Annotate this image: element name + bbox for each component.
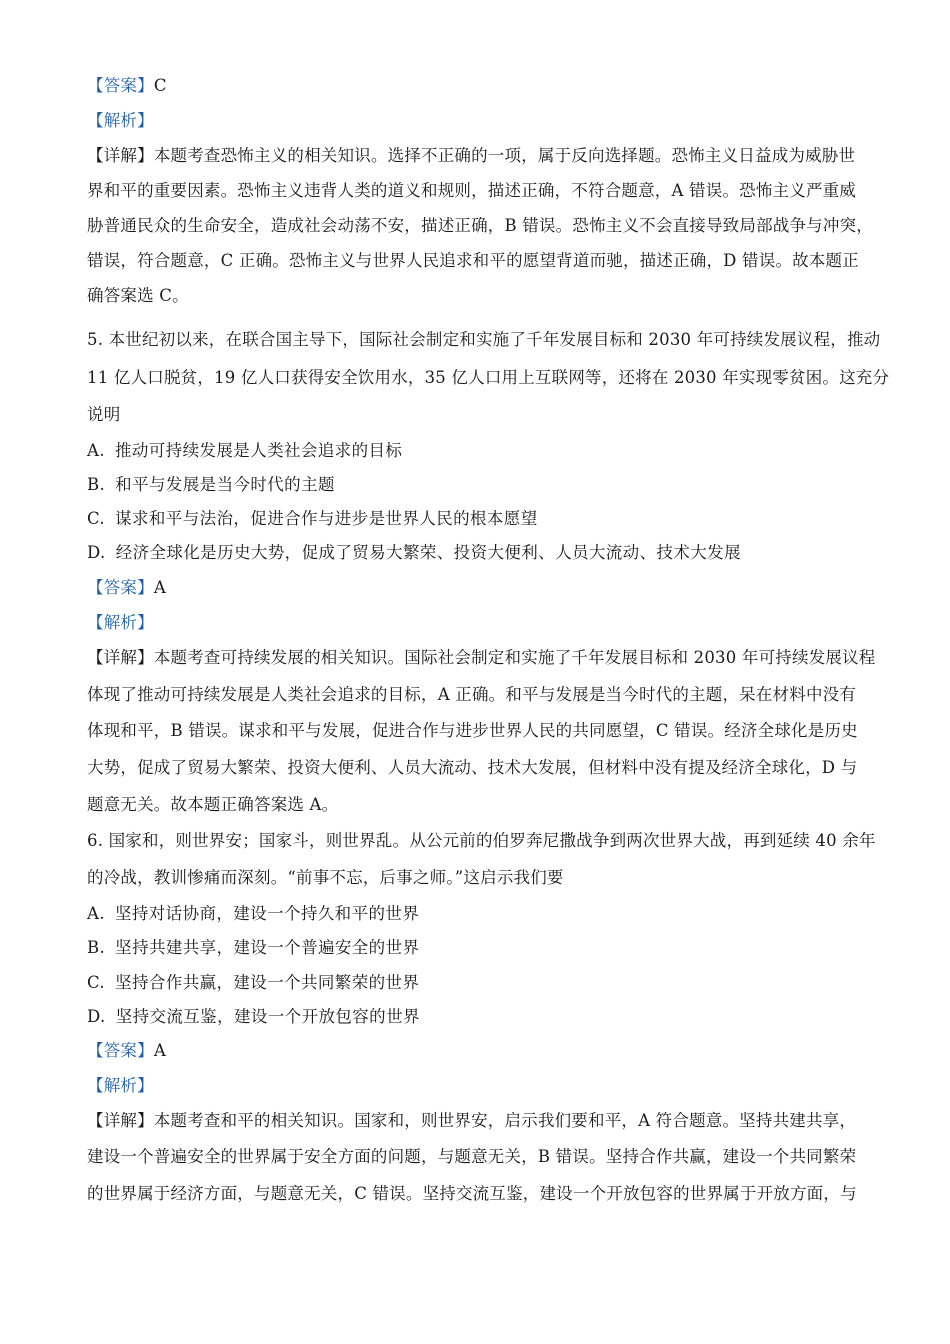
answer-line	[87, 1040, 166, 1062]
question-stem: 11 亿人口脱贫，19 亿人口获得安全饮用水，35 亿人口用上互联网等，还将在 2030 年实现零贫困。这充分	[87, 368, 890, 387]
option-b: B. 和平与发展是当今时代的主题	[87, 475, 335, 494]
option-b: B. 坚持共建共享，建设一个普遍安全的世界	[87, 938, 420, 957]
option-a: A. 推动可持续发展是人类社会追求的目标	[87, 441, 403, 460]
detail-line: 胁普通民众的生命安全，造成社会动荡不安，描述正确，B 错误。恐怖主义不会直接导致局部战争与冲突，	[87, 216, 873, 235]
option-d: D. 经济全球化是历史大势，促成了贸易大繁荣、投资大便利、人员大流动、技术大发展	[87, 543, 741, 562]
answer-value: A	[153, 578, 166, 597]
detail-line: 体现和平，B 错误。谋求和平与发展，促进合作与进步世界人民的共同愿望，C 错误。经济全球化是历史	[87, 721, 858, 740]
detail-line: 确答案选 C。	[87, 286, 189, 305]
detail-tag: 【详解】	[87, 648, 154, 667]
option-c: C. 谋求和平与法治，促进合作与进步是世界人民的根本愿望	[87, 509, 538, 528]
detail-line: 错误，符合题意，C 正确。恐怖主义与世界人民追求和平的愿望背道而驰，描述正确，D 错误。故本题正	[87, 251, 859, 270]
option-a: A. 坚持对话协商，建设一个持久和平的世界	[87, 904, 420, 923]
detail-line: 【详解】本题考查和平的相关知识。国家和，则世界安，启示我们要和平，A 符合题意。坚持共建共享，	[87, 1111, 857, 1130]
question-stem: 5. 本世纪初以来，在联合国主导下，国际社会制定和实施了千年发展目标和 2030 年可持续发展议程，推动	[87, 330, 881, 349]
answer-value: C	[153, 76, 167, 95]
question-stem: 说明	[87, 405, 121, 424]
option-d: D. 坚持交流互鉴，建设一个开放包容的世界	[87, 1007, 420, 1026]
question-stem: 6. 国家和，则世界安；国家斗，则世界乱。从公元前的伯罗奔尼撒战争到两次世界大战，再到延续 40 余年	[87, 831, 876, 850]
detail-line: 建设一个普遍安全的世界属于安全方面的问题，与题意无关，B 错误。坚持合作共赢，建设一个共同繁荣	[87, 1147, 857, 1166]
answer-line	[87, 75, 167, 97]
detail-line: 界和平的重要因素。恐怖主义违背人类的道义和规则，描述正确，不符合题意，A 错误。恐怖主义严重威	[87, 181, 857, 200]
detail-line: 体现了推动可持续发展是人类社会追求的目标，A 正确。和平与发展是当今时代的主题，呆在材料中没有	[87, 685, 857, 704]
analysis-tag: 【解析】	[87, 1076, 154, 1095]
answer-tag: 【答案】	[87, 1041, 154, 1060]
detail-tag: 【详解】	[87, 146, 154, 165]
question-stem: 的冷战，教训惨痛而深刻。“前事不忘，后事之师。”这启示我们要	[87, 868, 564, 887]
answer-tag: 【答案】	[87, 578, 154, 597]
detail-tag: 【详解】	[87, 1111, 154, 1130]
answer-line	[87, 577, 166, 599]
detail-line: 题意无关。故本题正确答案选 A。	[87, 795, 339, 814]
answer-tag: 【答案】	[87, 76, 154, 95]
detail-line: 大势，促成了贸易大繁荣、投资大便利、人员大流动、技术大发展，但材料中没有提及经济全球化，D 与	[87, 758, 858, 777]
analysis-tag: 【解析】	[87, 111, 154, 130]
analysis-tag: 【解析】	[87, 613, 154, 632]
answer-value: A	[153, 1041, 166, 1060]
option-c: C. 坚持合作共赢，建设一个共同繁荣的世界	[87, 973, 420, 992]
detail-line: 的世界属于经济方面，与题意无关，C 错误。坚持交流互鉴，建设一个开放包容的世界属于开放方面，与	[87, 1184, 857, 1203]
detail-line: 【详解】本题考查恐怖主义的相关知识。选择不正确的一项，属于反向选择题。恐怖主义日益成为威胁世	[87, 146, 856, 165]
detail-line: 【详解】本题考查可持续发展的相关知识。国际社会制定和实施了千年发展目标和 2030 年可持续发展议程	[87, 648, 876, 667]
